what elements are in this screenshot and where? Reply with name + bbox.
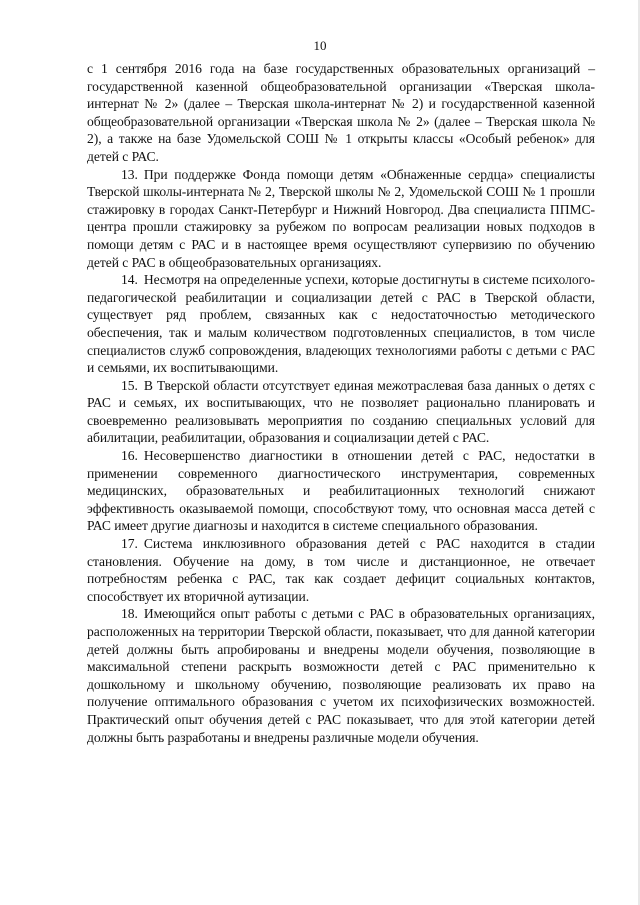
- paragraph-number: 13.: [121, 166, 138, 182]
- paragraph-15: [87, 377, 595, 447]
- paragraph-18: [87, 605, 595, 746]
- paragraph-17: [87, 535, 595, 605]
- paragraph-14: [87, 271, 595, 377]
- paragraph-number: 17.: [121, 536, 138, 552]
- paragraph-16: [87, 447, 595, 535]
- paragraph-number: 16.: [121, 448, 138, 464]
- paragraph-number: 15.: [121, 377, 138, 393]
- paragraph-text: Имеющийся опыт работы с детьми с РАС в образовательных организациях, расположенных на территории Тверской области, показывает, что для данной категории детей должны быть апробированы и внедрены модели обучения, позволяющие в максимальной степени раскрыть возможности детей с РАС применительно к дошкольному и школьному обучению, позволяющие реализовать их право на получение оптимального образования с учетом их психофизических возможностей. Практический опыт обучения детей с РАС показывает, что для этой категории детей должны быть разработаны и внедрены различные модели обучения.: [87, 606, 595, 745]
- paragraph-number: 18.: [121, 606, 138, 622]
- paragraph-text: Система инклюзивного образования детей с РАС находится в стадии становления. Обучение на дому, в том числе и дистанционное, не отвечает потребностям ребенка с РАС, так как создает дефицит социальных контактов, способствует их вторичной аутизации.: [87, 536, 595, 604]
- intro-paragraph: с 1 сентября 2016 года на базе государственных образовательных организаций – государственной казенной общеобразовательной организации «Тверская школа-интернат № 2» (далее – Тверская школа-интернат № 2) и государственной казенной общеобразовательной организации «Тверская школа № 2» (далее – Тверская школа № 2), а также на базе Удомельской СОШ № 1 открыты классы «Особый ребенок» для детей с РАС.: [87, 61, 595, 164]
- paragraph-text: При поддержке Фонда помощи детям «Обнаженные сердца» специалисты Тверской школы-интерната № 2, Тверской школы № 2, Удомельской СОШ № 1 прошли стажировку в городах Санкт-Петербург и Нижний Новгород. Два специалиста ППМС-центра прошли стажировку за рубежом по вопросам реализации новых подходов в помощи детям с РАС и в настоящее время осуществляют супервизию по обучению детей с РАС в общеобразовательных организациях.: [87, 166, 595, 270]
- page-number: 10: [313, 38, 327, 53]
- paragraph-13: [87, 166, 595, 272]
- paragraph-text: Несовершенство диагностики в отношении детей с РАС, недостатки в применении современного диагностического инструментария, современных медицинских, образовательных и реабилитационных технологий снижают эффективность оказываемой помощи, способствуют тому, что основная масса детей с РАС имеет другие диагнозы и находится в системе специального образования.: [87, 448, 595, 534]
- paragraph-text: В Тверской области отсутствует единая межотраслевая база данных о детях с РАС и семьях, их воспитывающих, что не позволяет рационально планировать и своевременно реализовывать мероприятия по созданию специальных условий для абилитации, реабилитации, образования и социализации детей с РАС.: [87, 377, 595, 446]
- document-body: [87, 60, 595, 746]
- paragraph-text: Несмотря на определенные успехи, которые достигнуты в системе психолого-педагогической реабилитации и социализации детей с РАС в Тверской области, существует ряд проблем, связанных как с недостаточностью методического обеспечения, так и малым количеством подготовленных специалистов, в том числе специалистов служб сопровождения, владеющих технологиями работы с детьми с РАС и семьями, их воспитывающими.: [87, 272, 595, 376]
- paragraph-number: 14.: [121, 272, 138, 288]
